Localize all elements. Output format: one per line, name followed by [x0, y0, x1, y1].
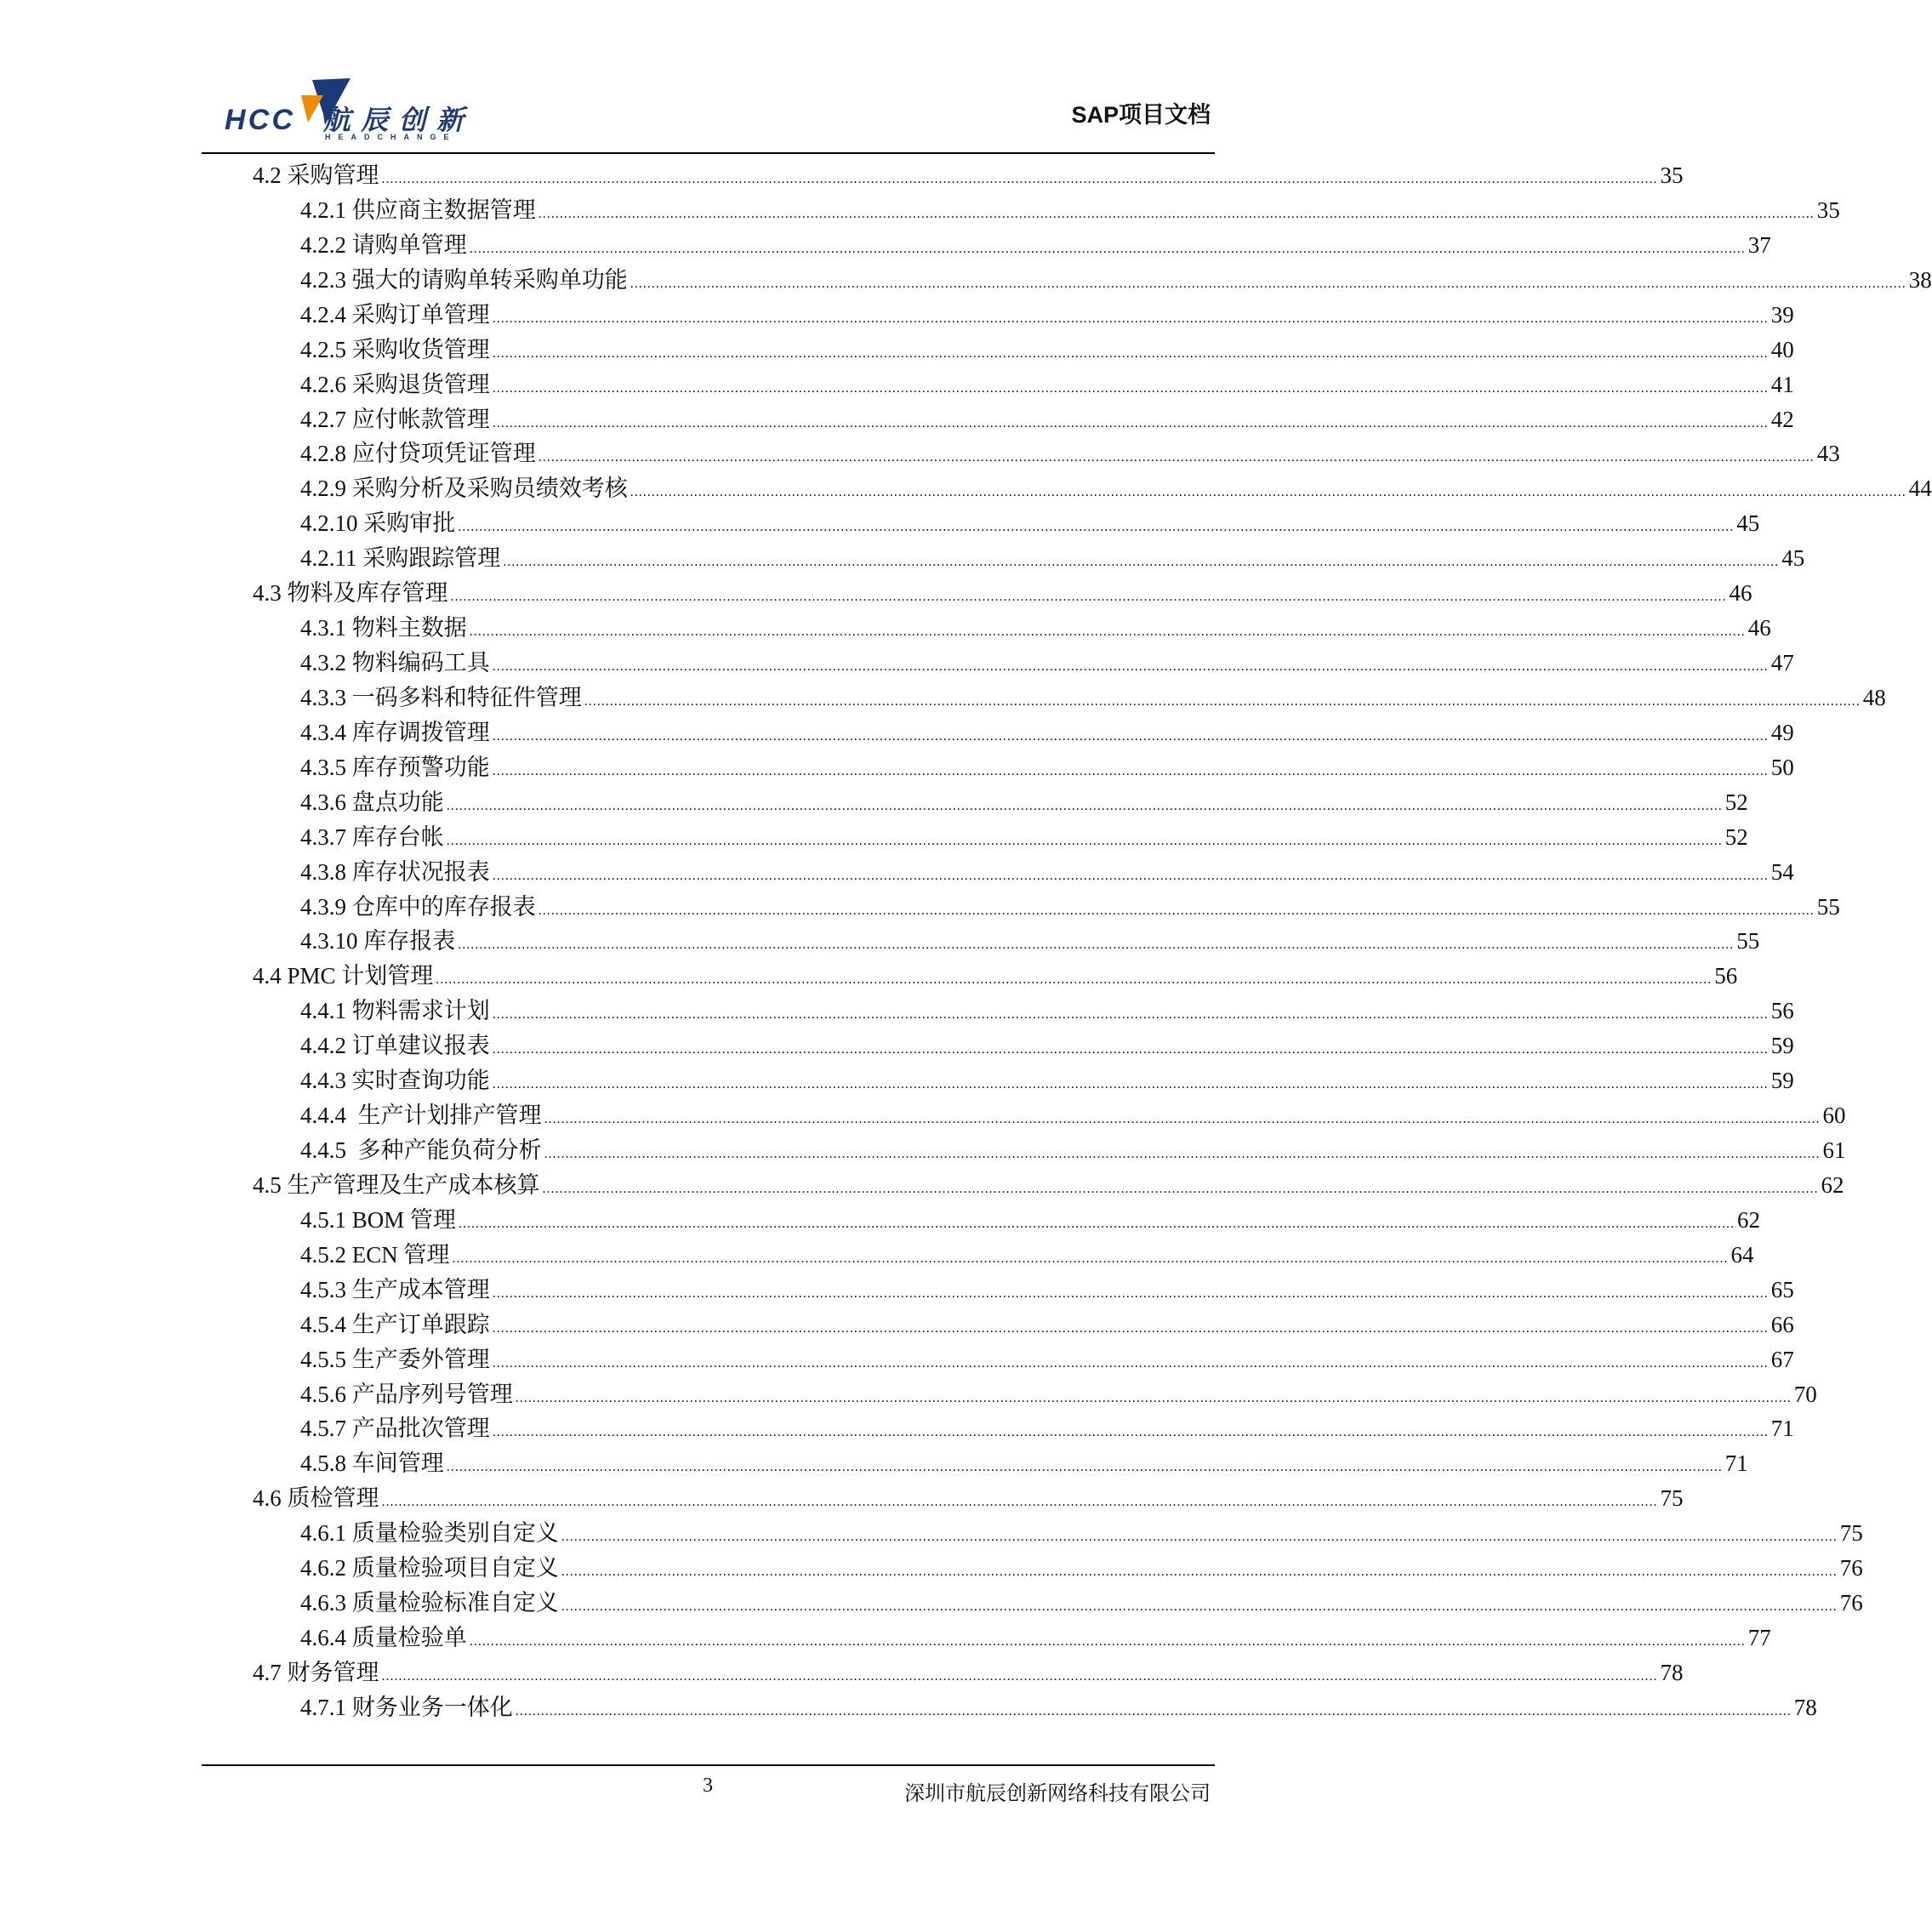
toc-entry-page: 42: [1770, 406, 1794, 432]
toc-dot-leader: ............................................................................................................................................................................................................................................................................................................: [458, 520, 1735, 535]
document-title: SAP项目文档: [1071, 102, 1211, 128]
toc-entry[interactable]: [300, 1203, 1761, 1237]
toc-dot-leader: ............................................................................................................................................................................................................................................................................................................: [503, 555, 1780, 570]
toc-entry-title: 4.3.6 盘点功能: [300, 789, 444, 815]
toc-entry[interactable]: [300, 333, 1794, 367]
toc-entry-page: 65: [1770, 1276, 1794, 1302]
toc-entry[interactable]: [253, 1655, 1684, 1690]
toc-entry-title: 4.3.1 物料主数据: [300, 615, 467, 641]
toc-dot-leader: ............................................................................................................................................................................................................................................................................................................: [492, 868, 1769, 883]
toc-entry[interactable]: [253, 158, 1684, 192]
toc-entry[interactable]: [300, 715, 1794, 749]
toc-dot-leader: ............................................................................................................................................................................................................................................................................................................: [452, 1251, 1729, 1266]
toc-dot-leader: ............................................................................................................................................................................................................................................................................................................: [492, 1425, 1769, 1440]
toc-entry-title: 4.5.5 生产委外管理: [300, 1346, 490, 1372]
toc-entry-page: 43: [1816, 441, 1840, 467]
toc-dot-leader: ............................................................................................................................................................................................................................................................................................................: [492, 311, 1769, 326]
toc-entry[interactable]: [300, 646, 1794, 680]
toc-entry[interactable]: [300, 228, 1771, 262]
toc-entry-page: 62: [1821, 1171, 1844, 1198]
toc-dot-leader: ............................................................................................................................................................................................................................................................................................................: [538, 206, 1815, 221]
toc-entry-title: 4.3.10 库存报表: [300, 928, 456, 954]
toc-entry-title: 4.5.6 产品序列号管理: [300, 1381, 513, 1407]
toc-entry[interactable]: [300, 1342, 1794, 1376]
toc-dot-leader: ............................................................................................................................................................................................................................................................................................................: [381, 1495, 1658, 1510]
toc-dot-leader: ............................................................................................................................................................................................................................................................................................................: [492, 728, 1769, 744]
toc-entry-page: 62: [1737, 1206, 1761, 1233]
toc-entry-page: 78: [1660, 1659, 1684, 1685]
toc-entry[interactable]: [300, 1063, 1794, 1097]
toc-entry-page: 35: [1816, 197, 1840, 223]
footer-divider: [202, 1764, 1215, 1766]
toc-dot-leader: ............................................................................................................................................................................................................................................................................................................: [469, 241, 1746, 256]
toc-entry[interactable]: [300, 750, 1794, 784]
toc-entry-title: 4.5.1 BOM 管理: [300, 1206, 457, 1233]
toc-entry[interactable]: [300, 1411, 1794, 1445]
toc-dot-leader: ............................................................................................................................................................................................................................................................................................................: [538, 903, 1815, 918]
toc-dot-leader: ............................................................................................................................................................................................................................................................................................................: [450, 590, 1727, 605]
toc-entry-title: 4.4.5 多种产能负荷分析: [300, 1137, 542, 1164]
toc-entry-page: 55: [1736, 928, 1760, 954]
toc-entry[interactable]: [300, 541, 1805, 575]
toc-entry-title: 4.6.1 质量检验类别自定义: [300, 1520, 559, 1547]
toc-entry-title: 4.4.2 订单建议报表: [300, 1033, 490, 1059]
toc-dot-leader: ............................................................................................................................................................................................................................................................................................................: [492, 1355, 1769, 1370]
toc-entry-title: 4.3.5 库存预警功能: [300, 754, 490, 780]
toc-entry[interactable]: [300, 1308, 1794, 1342]
toc-entry-title: 4.2.10 采购审批: [300, 510, 456, 537]
toc-entry-title: 4.2.9 采购分析及采购员绩效考核: [300, 476, 628, 502]
toc-entry-page: 61: [1822, 1137, 1846, 1164]
toc-entry[interactable]: [300, 1029, 1794, 1063]
toc-entry-page: 54: [1770, 858, 1794, 885]
toc-dot-leader: ............................................................................................................................................................................................................................................................................................................: [630, 485, 1906, 500]
header-divider: [202, 152, 1215, 154]
toc-entry-page: 45: [1736, 510, 1760, 537]
toc-entry-title: 4.6 质检管理: [253, 1485, 379, 1512]
toc-entry-page: 77: [1747, 1625, 1771, 1651]
toc-entry-page: 71: [1724, 1450, 1748, 1477]
toc-entry-page: 52: [1724, 823, 1748, 850]
toc-entry[interactable]: [300, 436, 1840, 470]
toc-entry-title: 4.2.6 采购退货管理: [300, 371, 490, 397]
toc-entry-page: 35: [1660, 162, 1684, 188]
toc-entry-page: 56: [1714, 963, 1738, 989]
toc-entry-title: 4.5.4 生产订单跟踪: [300, 1311, 490, 1337]
toc-dot-leader: ............................................................................................................................................................................................................................................................................................................: [561, 1564, 1838, 1580]
company-name: 深圳市航辰创新网络科技有限公司: [904, 1783, 1211, 1805]
toc-entry[interactable]: [300, 855, 1794, 889]
toc-entry-page: 66: [1770, 1311, 1794, 1337]
toc-dot-leader: ............................................................................................................................................................................................................................................................................................................: [436, 972, 1713, 988]
toc-entry-page: 37: [1747, 231, 1771, 258]
toc-entry-title: 4.5.3 生产成本管理: [300, 1276, 490, 1302]
toc-dot-leader: ............................................................................................................................................................................................................................................................................................................: [492, 415, 1769, 430]
toc-entry[interactable]: [300, 1690, 1817, 1724]
toc-entry-title: 4.5.2 ECN 管理: [300, 1241, 450, 1268]
toc-entry-title: 4.4.4 生产计划排产管理: [300, 1103, 542, 1129]
toc-dot-leader: ............................................................................................................................................................................................................................................................................................................: [469, 624, 1746, 640]
toc-entry[interactable]: [300, 471, 1932, 505]
toc-dot-leader: ............................................................................................................................................................................................................................................................................................................: [492, 1042, 1769, 1057]
toc-dot-leader: ............................................................................................................................................................................................................................................................................................................: [544, 1147, 1821, 1162]
toc-entry[interactable]: [253, 1168, 1844, 1202]
toc-entry-page: 46: [1747, 615, 1771, 641]
toc-dot-leader: ............................................................................................................................................................................................................................................................................................................: [446, 798, 1723, 813]
toc-entry[interactable]: [300, 611, 1771, 645]
toc-entry-page: 59: [1770, 1068, 1794, 1094]
toc-dot-leader: ............................................................................................................................................................................................................................................................................................................: [515, 1390, 1792, 1405]
toc-entry[interactable]: [300, 1377, 1817, 1411]
toc-entry-title: 4.6.3 质量检验标准自定义: [300, 1590, 559, 1616]
toc-dot-leader: ............................................................................................................................................................................................................................................................................................................: [381, 172, 1658, 186]
toc-entry-page: 41: [1770, 371, 1794, 397]
toc-entry[interactable]: [300, 368, 1794, 402]
toc-dot-leader: ............................................................................................................................................................................................................................................................................................................: [630, 276, 1906, 291]
logo-subtitle: HEADCHANGE: [325, 133, 457, 141]
toc-entry-title: 4.7.1 财务业务一体化: [300, 1694, 513, 1720]
toc-entry-page: 46: [1729, 580, 1752, 607]
toc-entry-title: 4.2.5 采购收货管理: [300, 336, 490, 362]
toc-entry-title: 4.3.3 一码多料和特征件管理: [300, 684, 582, 710]
toc-dot-leader: ............................................................................................................................................................................................................................................................................................................: [492, 1320, 1769, 1336]
svg-text:HCC: HCC: [225, 104, 293, 136]
toc-entry[interactable]: [300, 1551, 1863, 1585]
toc-entry-title: 4.2 采购管理: [253, 162, 379, 188]
toc-entry-page: 76: [1839, 1555, 1863, 1581]
toc-entry-title: 4.7 财务管理: [253, 1659, 379, 1685]
toc-dot-leader: ............................................................................................................................................................................................................................................................................................................: [492, 763, 1769, 778]
svg-text:航辰创新: 航辰创新: [323, 104, 464, 136]
toc-entry-page: 76: [1839, 1590, 1863, 1616]
toc-entry-title: 4.2.3 强大的请购单转采购单功能: [300, 266, 628, 293]
toc-entry[interactable]: [300, 1098, 1846, 1132]
toc-entry[interactable]: [300, 1238, 1754, 1272]
toc-entry[interactable]: [300, 263, 1932, 297]
toc-entry-page: 56: [1770, 998, 1794, 1024]
toc-entry[interactable]: [300, 1133, 1846, 1167]
toc-entry[interactable]: [300, 1621, 1771, 1655]
toc-entry-title: 4.2.7 应付帐款管理: [300, 406, 490, 432]
toc-entry-page: 50: [1770, 754, 1794, 780]
toc-entry-title: 4.2.2 请购单管理: [300, 231, 467, 258]
toc-entry[interactable]: [300, 1516, 1863, 1550]
toc-entry[interactable]: [300, 1273, 1794, 1307]
toc-dot-leader: ............................................................................................................................................................................................................................................................................................................: [492, 1077, 1769, 1092]
toc-entry-title: 4.2.1 供应商主数据管理: [300, 197, 536, 223]
toc-entry[interactable]: [253, 959, 1738, 993]
toc-entry-page: 48: [1862, 684, 1886, 710]
toc-entry-page: 40: [1770, 336, 1794, 362]
toc-entry[interactable]: [300, 1446, 1748, 1480]
toc-entry[interactable]: [300, 193, 1840, 227]
toc-entry-page: 64: [1730, 1241, 1754, 1268]
toc-entry-title: 4.4.1 物料需求计划: [300, 998, 490, 1024]
toc-entry-title: 4.3.8 库存状况报表: [300, 858, 490, 885]
toc-entry-title: 4.4 PMC 计划管理: [253, 963, 434, 989]
toc-entry-page: 60: [1822, 1103, 1846, 1129]
toc-entry-title: 4.3.2 物料编码工具: [300, 650, 490, 676]
toc-dot-leader: ............................................................................................................................................................................................................................................................................................................: [492, 345, 1769, 361]
toc-entry-title: 4.3 物料及库存管理: [253, 580, 448, 607]
toc-dot-leader: ............................................................................................................................................................................................................................................................................................................: [446, 833, 1723, 848]
toc-dot-leader: ............................................................................................................................................................................................................................................................................................................: [381, 1668, 1658, 1684]
toc-entry-page: 39: [1770, 301, 1794, 328]
toc-entry[interactable]: [300, 820, 1748, 854]
toc-entry-title: 4.5.8 车间管理: [300, 1450, 444, 1477]
toc-entry-page: 38: [1908, 266, 1932, 293]
toc-dot-leader: ............................................................................................................................................................................................................................................................................................................: [515, 1703, 1792, 1718]
toc-entry[interactable]: [253, 576, 1752, 610]
toc-entry-page: 49: [1770, 719, 1794, 745]
toc-entry-page: 44: [1908, 476, 1932, 502]
toc-entry[interactable]: [300, 924, 1760, 958]
toc-entry-title: 4.2.4 采购订单管理: [300, 301, 490, 328]
toc-entry-title: 4.2.8 应付贷项凭证管理: [300, 441, 536, 467]
toc-entry-title: 4.3.4 库存调拨管理: [300, 719, 490, 745]
toc-entry[interactable]: [253, 1481, 1684, 1515]
toc-entry[interactable]: [300, 298, 1794, 332]
toc-entry-title: 4.3.7 库存台帐: [300, 823, 444, 850]
toc-dot-leader: ............................................................................................................................................................................................................................................................................................................: [544, 1112, 1821, 1127]
toc-entry-title: 4.2.11 采购跟踪管理: [300, 545, 501, 572]
toc-dot-leader: ............................................................................................................................................................................................................................................................................................................: [584, 693, 1861, 709]
toc-entry-page: 67: [1770, 1346, 1794, 1372]
toc-dot-leader: ............................................................................................................................................................................................................................................................................................................: [492, 659, 1769, 675]
toc-entry-page: 47: [1770, 650, 1794, 676]
toc-entry[interactable]: [300, 785, 1748, 819]
toc-dot-leader: ............................................................................................................................................................................................................................................................................................................: [538, 450, 1815, 465]
toc-entry-page: 70: [1793, 1381, 1817, 1407]
toc-entry[interactable]: [300, 1586, 1863, 1620]
toc-dot-leader: ............................................................................................................................................................................................................................................................................................................: [459, 1216, 1735, 1231]
toc-entry-title: 4.3.9 仓库中的库存报表: [300, 893, 536, 920]
toc-entry-page: 45: [1781, 545, 1805, 572]
toc-entry[interactable]: [300, 994, 1794, 1028]
toc-entry-page: 71: [1770, 1416, 1794, 1442]
toc-entry-page: 75: [1839, 1520, 1863, 1547]
toc-entry[interactable]: [300, 890, 1840, 924]
toc-entry[interactable]: [300, 506, 1760, 540]
toc-dot-leader: ............................................................................................................................................................................................................................................................................................................: [492, 380, 1769, 396]
toc-entry-page: 52: [1724, 789, 1748, 815]
toc-entry-title: 4.5.7 产品批次管理: [300, 1416, 490, 1442]
toc-entry-page: 75: [1660, 1485, 1684, 1512]
toc-entry-page: 59: [1770, 1033, 1794, 1059]
toc-entry[interactable]: [300, 681, 1886, 715]
toc-entry-title: 4.5 生产管理及生产成本核算: [253, 1171, 540, 1198]
toc-entry-title: 4.6.2 质量检验项目自定义: [300, 1555, 559, 1581]
toc-entry-page: 55: [1816, 893, 1840, 920]
toc-dot-leader: ............................................................................................................................................................................................................................................................................................................: [561, 1599, 1838, 1615]
toc-entry-title: 4.4.3 实时查询功能: [300, 1068, 490, 1094]
toc-dot-leader: ............................................................................................................................................................................................................................................................................................................: [542, 1181, 1819, 1196]
toc-entry[interactable]: [300, 402, 1794, 436]
toc-dot-leader: ............................................................................................................................................................................................................................................................................................................: [492, 1007, 1769, 1023]
toc-dot-leader: ............................................................................................................................................................................................................................................................................................................: [492, 1285, 1769, 1301]
page-number: 3: [703, 1775, 713, 1797]
toc-dot-leader: ............................................................................................................................................................................................................................................................................................................: [458, 937, 1735, 953]
toc-entry-page: 78: [1793, 1694, 1817, 1720]
toc-entry-title: 4.6.4 质量检验单: [300, 1625, 467, 1651]
toc-dot-leader: ............................................................................................................................................................................................................................................................................................................: [446, 1460, 1723, 1475]
toc-dot-leader: ............................................................................................................................................................................................................................................................................................................: [561, 1530, 1838, 1545]
toc-dot-leader: ............................................................................................................................................................................................................................................................................................................: [469, 1634, 1746, 1650]
